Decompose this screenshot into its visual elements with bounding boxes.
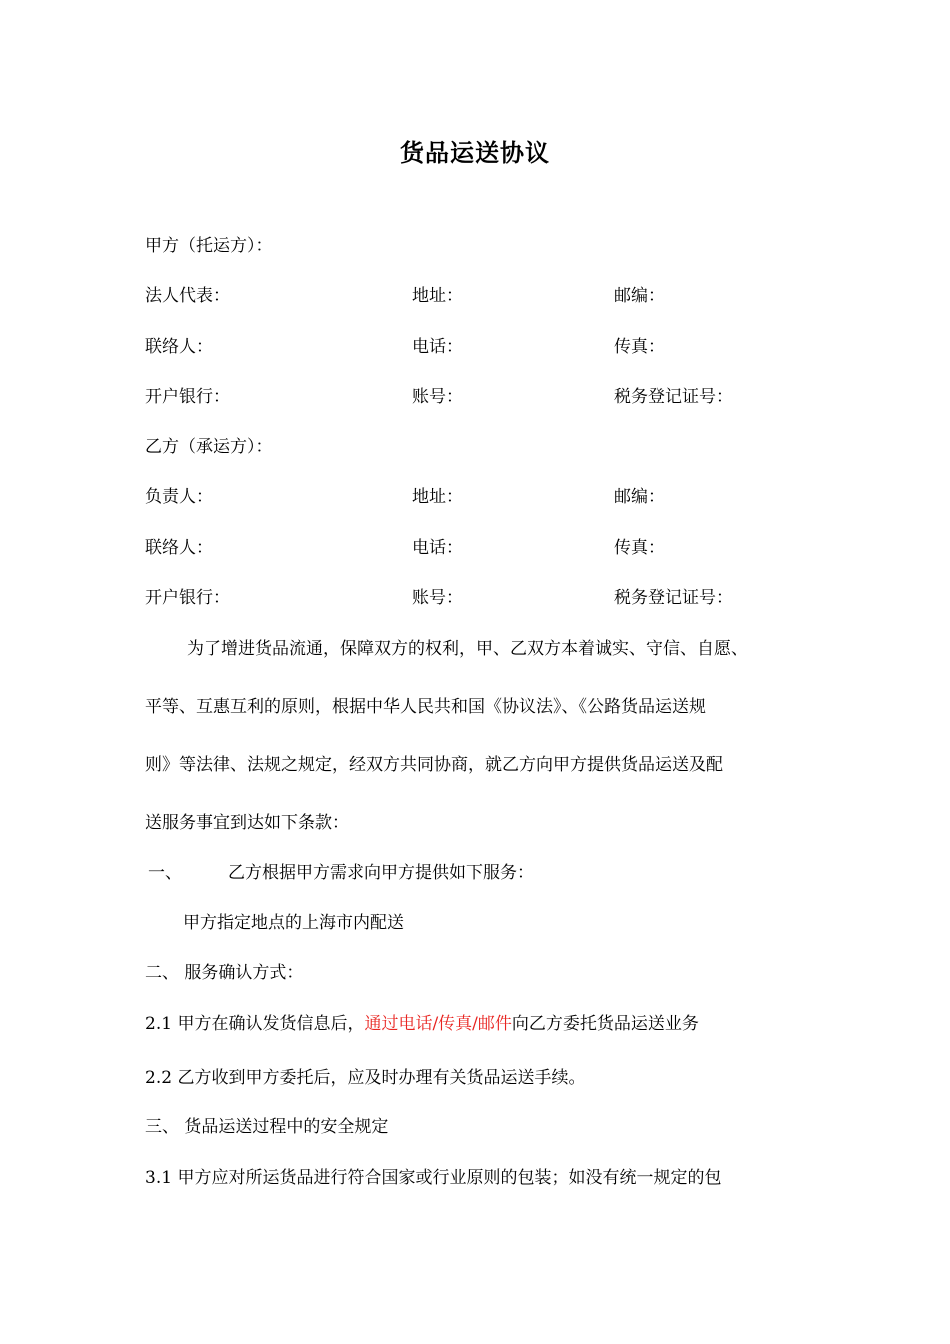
party-a-bank-label: 开户银行：	[145, 387, 230, 407]
party-b-fax-label: 传真：	[614, 538, 665, 558]
section-1-body: 甲方指定地点的上海市内配送	[183, 913, 404, 933]
party-a-legal-rep-label: 法人代表：	[145, 286, 230, 306]
section-3-item-1: 3.1 甲方应对所运货品进行符合国家或行业原则的包装；如没有统一规定的包	[145, 1168, 722, 1188]
party-b-bank-label: 开户银行：	[145, 588, 230, 608]
section-2-item-1-suffix: 向乙方委托货品运送业务	[511, 1014, 699, 1034]
intro-line-3: 则》等法律、法规之规定，经双方共同协商，就乙方向甲方提供货品运送及配	[145, 755, 723, 775]
section-2-item-1-prefix: 2.1 甲方在确认发货信息后，	[145, 1014, 365, 1034]
party-a-account-label: 账号：	[412, 387, 463, 407]
party-b-manager-label: 负责人：	[145, 487, 213, 507]
party-a-phone-label: 电话：	[412, 337, 463, 357]
party-b-postcode-label: 邮编：	[614, 487, 665, 507]
intro-line-4: 送服务事宜到达如下条款：	[145, 813, 349, 833]
section-3-heading: 三、 货品运送过程中的安全规定	[145, 1117, 389, 1137]
party-b-phone-label: 电话：	[412, 538, 463, 558]
party-b-heading: 乙方（承运方）：	[145, 437, 273, 457]
section-1-number: 一、	[148, 863, 182, 883]
party-a-tax-id-label: 税务登记证号：	[614, 387, 733, 407]
intro-line-1: 为了增进货品流通，保障双方的权利，甲、乙双方本着诚实、守信、自愿、	[187, 639, 748, 659]
party-a-contact-label: 联络人：	[145, 337, 213, 357]
party-b-address-label: 地址：	[412, 487, 463, 507]
party-b-contact-label: 联络人：	[145, 538, 213, 558]
party-b-tax-id-label: 税务登记证号：	[614, 588, 733, 608]
section-2-heading: 二、 服务确认方式：	[145, 963, 304, 983]
party-b-account-label: 账号：	[412, 588, 463, 608]
section-2-item-1	[145, 1012, 699, 1036]
section-1-heading: 乙方根据甲方需求向甲方提供如下服务：	[228, 863, 534, 883]
intro-line-2: 平等、互惠互利的原则，根据中华人民共和国《协议法》、《公路货品运送规	[145, 697, 706, 717]
party-a-fax-label: 传真：	[614, 337, 665, 357]
document-title: 货品运送协议	[400, 138, 550, 167]
party-a-address-label: 地址：	[412, 286, 463, 306]
section-2-item-2: 2.2 乙方收到甲方委托后，应及时办理有关货品运送手续。	[145, 1068, 586, 1088]
party-a-postcode-label: 邮编：	[614, 286, 665, 306]
section-2-item-1-highlight: 通过电话/传真/邮件	[364, 1014, 512, 1034]
party-a-heading: 甲方（托运方）：	[145, 236, 273, 256]
